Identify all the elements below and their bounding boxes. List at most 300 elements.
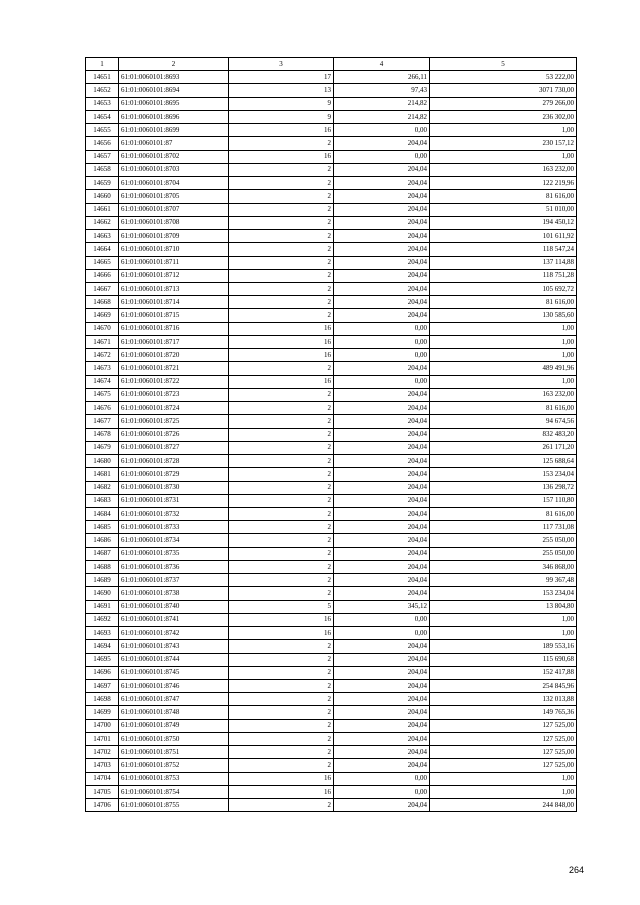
table-cell: 254 845,96 — [430, 680, 577, 693]
table-cell: 14695 — [86, 653, 119, 666]
table-cell: 16 — [229, 785, 334, 798]
table-cell: 1,00 — [430, 322, 577, 335]
table-cell: 14652 — [86, 84, 119, 97]
table-cell: 14686 — [86, 534, 119, 547]
table-cell: 94 674,56 — [430, 415, 577, 428]
table-cell: 61:01:0060101:8730 — [119, 481, 229, 494]
table-cell: 279 266,00 — [430, 97, 577, 110]
table-cell: 204,04 — [334, 256, 430, 269]
table-cell: 194 450,12 — [430, 216, 577, 229]
table-cell: 14689 — [86, 574, 119, 587]
table-cell: 14671 — [86, 335, 119, 348]
table-cell: 14662 — [86, 216, 119, 229]
table-row — [86, 640, 577, 653]
table-cell: 204,04 — [334, 759, 430, 772]
table-cell: 13 — [229, 84, 334, 97]
table-cell: 204,04 — [334, 309, 430, 322]
table-row — [86, 84, 577, 97]
table-cell: 61:01:0060101:8753 — [119, 772, 229, 785]
table-cell: 14692 — [86, 613, 119, 626]
table-cell: 489 491,96 — [430, 362, 577, 375]
table-row — [86, 177, 577, 190]
table-cell: 204,04 — [334, 666, 430, 679]
table-cell: 2 — [229, 468, 334, 481]
table-cell: 14698 — [86, 693, 119, 706]
table-cell: 14688 — [86, 560, 119, 573]
table-cell: 61:01:0060101:8734 — [119, 534, 229, 547]
table-cell: 136 298,72 — [430, 481, 577, 494]
table-cell: 61:01:0060101:8732 — [119, 507, 229, 520]
table-cell: 14667 — [86, 282, 119, 295]
table-cell: 14661 — [86, 203, 119, 216]
table-cell: 189 553,16 — [430, 640, 577, 653]
table-cell: 2 — [229, 653, 334, 666]
table-cell: 14699 — [86, 706, 119, 719]
table-cell: 14679 — [86, 441, 119, 454]
table-row — [86, 428, 577, 441]
table-cell: 81 616,00 — [430, 402, 577, 415]
table-cell: 14691 — [86, 600, 119, 613]
table-cell: 2 — [229, 362, 334, 375]
table-cell: 2 — [229, 534, 334, 547]
table-row — [86, 534, 577, 547]
table-cell: 14697 — [86, 680, 119, 693]
table-row — [86, 600, 577, 613]
table-cell: 14675 — [86, 388, 119, 401]
table-cell: 61:01:0060101:8693 — [119, 71, 229, 84]
table-cell: 204,04 — [334, 282, 430, 295]
table-cell: 1,00 — [430, 772, 577, 785]
table-cell: 115 690,68 — [430, 653, 577, 666]
table-cell: 204,04 — [334, 547, 430, 560]
column-header: 1 — [86, 58, 119, 71]
table-row — [86, 627, 577, 640]
table-cell: 0,00 — [334, 785, 430, 798]
table-row — [86, 124, 577, 137]
table-cell: 14681 — [86, 468, 119, 481]
table-cell: 61:01:0060101:8713 — [119, 282, 229, 295]
table-cell: 204,04 — [334, 203, 430, 216]
table-cell: 2 — [229, 256, 334, 269]
table-cell: 14702 — [86, 746, 119, 759]
table-cell: 61:01:0060101:8709 — [119, 230, 229, 243]
table-cell: 14674 — [86, 375, 119, 388]
table-cell: 16 — [229, 349, 334, 362]
table-cell: 61:01:0060101:8726 — [119, 428, 229, 441]
table-cell: 61:01:0060101:8725 — [119, 415, 229, 428]
table-row — [86, 587, 577, 600]
table-cell: 214,82 — [334, 110, 430, 123]
table-row — [86, 759, 577, 772]
table-row — [86, 441, 577, 454]
table-cell: 14705 — [86, 785, 119, 798]
table-row — [86, 388, 577, 401]
table-cell: 2 — [229, 560, 334, 573]
table-cell: 127 525,00 — [430, 732, 577, 745]
table-cell: 9 — [229, 110, 334, 123]
table-cell: 204,04 — [334, 243, 430, 256]
table-row — [86, 507, 577, 520]
table-cell: 0,00 — [334, 613, 430, 626]
table-row — [86, 746, 577, 759]
table-cell: 61:01:0060101:8710 — [119, 243, 229, 256]
table-cell: 14653 — [86, 97, 119, 110]
table-row — [86, 150, 577, 163]
table-cell: 14683 — [86, 494, 119, 507]
table-row — [86, 322, 577, 335]
table-cell: 2 — [229, 587, 334, 600]
table-cell: 204,04 — [334, 494, 430, 507]
table-row — [86, 230, 577, 243]
table-cell: 117 731,08 — [430, 521, 577, 534]
table-cell: 2 — [229, 177, 334, 190]
table-cell: 2 — [229, 441, 334, 454]
table-cell: 61:01:0060101:8752 — [119, 759, 229, 772]
table-cell: 16 — [229, 150, 334, 163]
table-header-row — [86, 58, 577, 71]
table-cell: 16 — [229, 322, 334, 335]
table-cell: 14685 — [86, 521, 119, 534]
table-cell: 255 050,00 — [430, 547, 577, 560]
table-cell: 14658 — [86, 163, 119, 176]
table-cell: 61:01:0060101:8722 — [119, 375, 229, 388]
table-cell: 2 — [229, 693, 334, 706]
table-cell: 163 232,00 — [430, 163, 577, 176]
table-cell: 14690 — [86, 587, 119, 600]
table-cell: 122 219,96 — [430, 177, 577, 190]
table-cell: 14669 — [86, 309, 119, 322]
table-cell: 1,00 — [430, 335, 577, 348]
table-row — [86, 256, 577, 269]
table-cell: 101 611,92 — [430, 230, 577, 243]
table-cell: 0,00 — [334, 322, 430, 335]
table-cell: 105 692,72 — [430, 282, 577, 295]
table-cell: 204,04 — [334, 534, 430, 547]
table-cell: 204,04 — [334, 521, 430, 534]
table-row — [86, 335, 577, 348]
table-row — [86, 653, 577, 666]
table-cell: 61:01:0060101:8694 — [119, 84, 229, 97]
table-cell: 16 — [229, 772, 334, 785]
table-cell: 61:01:0060101:8714 — [119, 296, 229, 309]
table-cell: 2 — [229, 230, 334, 243]
table-cell: 153 234,04 — [430, 587, 577, 600]
column-header: 5 — [430, 58, 577, 71]
table-row — [86, 680, 577, 693]
table-cell: 204,04 — [334, 706, 430, 719]
table-cell: 14704 — [86, 772, 119, 785]
table-cell: 14664 — [86, 243, 119, 256]
table-cell: 61:01:0060101:8745 — [119, 666, 229, 679]
table-row — [86, 560, 577, 573]
table-cell: 16 — [229, 627, 334, 640]
table-cell: 61:01:0060101:8711 — [119, 256, 229, 269]
table-cell: 204,04 — [334, 296, 430, 309]
table-row — [86, 282, 577, 295]
table-cell: 2 — [229, 666, 334, 679]
table-row — [86, 203, 577, 216]
table-cell: 61:01:0060101:8712 — [119, 269, 229, 282]
table-cell: 61:01:0060101:8720 — [119, 349, 229, 362]
table-cell: 61:01:0060101:8754 — [119, 785, 229, 798]
table-row — [86, 666, 577, 679]
table-cell: 2 — [229, 481, 334, 494]
table-cell: 132 013,88 — [430, 693, 577, 706]
table-row — [86, 785, 577, 798]
table-cell: 61:01:0060101:8746 — [119, 680, 229, 693]
table-row — [86, 216, 577, 229]
table-cell: 61:01:0060101:8744 — [119, 653, 229, 666]
table-cell: 1,00 — [430, 124, 577, 137]
table-cell: 204,04 — [334, 269, 430, 282]
table-cell: 61:01:0060101:8724 — [119, 402, 229, 415]
table-cell: 16 — [229, 124, 334, 137]
table-cell: 2 — [229, 640, 334, 653]
table-cell: 14703 — [86, 759, 119, 772]
table-cell: 81 616,00 — [430, 190, 577, 203]
table-row — [86, 296, 577, 309]
table-cell: 61:01:0060101:8749 — [119, 719, 229, 732]
table-row — [86, 799, 577, 812]
table-cell: 14682 — [86, 481, 119, 494]
table-cell: 204,04 — [334, 415, 430, 428]
table-cell: 832 483,20 — [430, 428, 577, 441]
table-cell: 61:01:0060101:8731 — [119, 494, 229, 507]
table-cell: 2 — [229, 759, 334, 772]
table-row — [86, 732, 577, 745]
table-cell: 204,04 — [334, 137, 430, 150]
table-cell: 127 525,00 — [430, 719, 577, 732]
table-cell: 14657 — [86, 150, 119, 163]
table-cell: 214,82 — [334, 97, 430, 110]
table-row — [86, 719, 577, 732]
table-row — [86, 693, 577, 706]
table-cell: 152 417,88 — [430, 666, 577, 679]
table-cell: 61:01:0060101:87 — [119, 137, 229, 150]
table-cell: 61:01:0060101:8716 — [119, 322, 229, 335]
table-row — [86, 362, 577, 375]
table-cell: 204,04 — [334, 653, 430, 666]
table-cell: 346 868,00 — [430, 560, 577, 573]
table-cell: 204,04 — [334, 441, 430, 454]
table-cell: 61:01:0060101:8717 — [119, 335, 229, 348]
table-row — [86, 706, 577, 719]
table-cell: 261 171,20 — [430, 441, 577, 454]
table-cell: 255 050,00 — [430, 534, 577, 547]
table-row — [86, 137, 577, 150]
table-cell: 204,04 — [334, 587, 430, 600]
table-cell: 204,04 — [334, 230, 430, 243]
data-table — [85, 57, 577, 812]
table-cell: 16 — [229, 613, 334, 626]
column-header: 2 — [119, 58, 229, 71]
table-cell: 61:01:0060101:8702 — [119, 150, 229, 163]
table-row — [86, 163, 577, 176]
table-cell: 2 — [229, 507, 334, 520]
table-cell: 97,43 — [334, 84, 430, 97]
table-cell: 2 — [229, 746, 334, 759]
table-cell: 14706 — [86, 799, 119, 812]
table-cell: 2 — [229, 415, 334, 428]
table-cell: 14701 — [86, 732, 119, 745]
table-cell: 61:01:0060101:8708 — [119, 216, 229, 229]
table-cell: 2 — [229, 574, 334, 587]
table-cell: 2 — [229, 243, 334, 256]
table-row — [86, 547, 577, 560]
table-row — [86, 521, 577, 534]
table-cell: 236 302,00 — [430, 110, 577, 123]
table-cell: 2 — [229, 163, 334, 176]
table-row — [86, 574, 577, 587]
table-cell: 153 234,04 — [430, 468, 577, 481]
table-cell: 204,04 — [334, 163, 430, 176]
table-cell: 17 — [229, 71, 334, 84]
table-cell: 125 688,64 — [430, 455, 577, 468]
table-cell: 2 — [229, 190, 334, 203]
table-cell: 2 — [229, 455, 334, 468]
table-cell: 204,04 — [334, 388, 430, 401]
table-cell: 14672 — [86, 349, 119, 362]
table-cell: 3071 730,00 — [430, 84, 577, 97]
table-cell: 61:01:0060101:8738 — [119, 587, 229, 600]
table-cell: 14693 — [86, 627, 119, 640]
column-header: 4 — [334, 58, 430, 71]
table-cell: 61:01:0060101:8748 — [119, 706, 229, 719]
table-cell: 51 010,00 — [430, 203, 577, 216]
table-cell: 0,00 — [334, 375, 430, 388]
table-cell: 2 — [229, 269, 334, 282]
table-row — [86, 110, 577, 123]
table-cell: 61:01:0060101:8742 — [119, 627, 229, 640]
table-cell: 204,04 — [334, 428, 430, 441]
table-cell: 2 — [229, 309, 334, 322]
table-row — [86, 71, 577, 84]
table-cell: 0,00 — [334, 335, 430, 348]
table-cell: 204,04 — [334, 693, 430, 706]
table-cell: 0,00 — [334, 349, 430, 362]
table-cell: 0,00 — [334, 124, 430, 137]
table-cell: 163 232,00 — [430, 388, 577, 401]
table-cell: 61:01:0060101:8751 — [119, 746, 229, 759]
table-cell: 61:01:0060101:8741 — [119, 613, 229, 626]
table-cell: 204,04 — [334, 402, 430, 415]
table-cell: 230 157,12 — [430, 137, 577, 150]
table-cell: 266,11 — [334, 71, 430, 84]
table-row — [86, 190, 577, 203]
table-cell: 61:01:0060101:8723 — [119, 388, 229, 401]
table-cell: 61:01:0060101:8735 — [119, 547, 229, 560]
table-cell: 2 — [229, 402, 334, 415]
table-cell: 204,04 — [334, 481, 430, 494]
table-cell: 157 110,80 — [430, 494, 577, 507]
table-row — [86, 455, 577, 468]
table-row — [86, 375, 577, 388]
table-cell: 5 — [229, 600, 334, 613]
table-cell: 53 222,00 — [430, 71, 577, 84]
table-cell: 2 — [229, 719, 334, 732]
table-cell: 2 — [229, 296, 334, 309]
table-cell: 1,00 — [430, 785, 577, 798]
table-row — [86, 494, 577, 507]
table-cell: 14670 — [86, 322, 119, 335]
table-cell: 61:01:0060101:8743 — [119, 640, 229, 653]
table-row — [86, 613, 577, 626]
table-cell: 2 — [229, 706, 334, 719]
table-cell: 1,00 — [430, 613, 577, 626]
table-cell: 127 525,00 — [430, 759, 577, 772]
table-cell: 61:01:0060101:8695 — [119, 97, 229, 110]
table-cell: 61:01:0060101:8740 — [119, 600, 229, 613]
table-row — [86, 468, 577, 481]
table-cell: 204,04 — [334, 574, 430, 587]
table-cell: 2 — [229, 282, 334, 295]
table-cell: 118 547,24 — [430, 243, 577, 256]
table-cell: 14660 — [86, 190, 119, 203]
table-cell: 14665 — [86, 256, 119, 269]
table-cell: 61:01:0060101:8750 — [119, 732, 229, 745]
table-cell: 204,04 — [334, 362, 430, 375]
table-cell: 204,04 — [334, 732, 430, 745]
table-cell: 2 — [229, 799, 334, 812]
table-cell: 204,04 — [334, 468, 430, 481]
column-header: 3 — [229, 58, 334, 71]
table-cell: 81 616,00 — [430, 507, 577, 520]
table-cell: 2 — [229, 680, 334, 693]
table-cell: 14673 — [86, 362, 119, 375]
table-cell: 61:01:0060101:8736 — [119, 560, 229, 573]
table-row — [86, 243, 577, 256]
table-row — [86, 349, 577, 362]
table-cell: 14651 — [86, 71, 119, 84]
table-cell: 9 — [229, 97, 334, 110]
table-cell: 61:01:0060101:8705 — [119, 190, 229, 203]
table-cell: 204,04 — [334, 177, 430, 190]
table-cell: 61:01:0060101:8715 — [119, 309, 229, 322]
table-cell: 61:01:0060101:8733 — [119, 521, 229, 534]
table-cell: 81 616,00 — [430, 296, 577, 309]
table-cell: 14684 — [86, 507, 119, 520]
table-cell: 0,00 — [334, 150, 430, 163]
table-cell: 14677 — [86, 415, 119, 428]
table-cell: 61:01:0060101:8728 — [119, 455, 229, 468]
table-cell: 204,04 — [334, 190, 430, 203]
table-cell: 14666 — [86, 269, 119, 282]
table-cell: 61:01:0060101:8704 — [119, 177, 229, 190]
table-cell: 204,04 — [334, 640, 430, 653]
table-cell: 204,04 — [334, 719, 430, 732]
table-row — [86, 415, 577, 428]
table-cell: 14656 — [86, 137, 119, 150]
table-cell: 1,00 — [430, 349, 577, 362]
table-cell: 14659 — [86, 177, 119, 190]
table-cell: 14680 — [86, 455, 119, 468]
table-cell: 244 848,00 — [430, 799, 577, 812]
table-cell: 61:01:0060101:8727 — [119, 441, 229, 454]
table-cell: 204,04 — [334, 680, 430, 693]
table-cell: 118 751,28 — [430, 269, 577, 282]
table-cell: 14687 — [86, 547, 119, 560]
table-cell: 61:01:0060101:8729 — [119, 468, 229, 481]
table-cell: 61:01:0060101:8699 — [119, 124, 229, 137]
table-cell: 204,04 — [334, 799, 430, 812]
table-cell: 61:01:0060101:8707 — [119, 203, 229, 216]
table-cell: 14655 — [86, 124, 119, 137]
table-row — [86, 269, 577, 282]
table-cell: 14676 — [86, 402, 119, 415]
table-cell: 127 525,00 — [430, 746, 577, 759]
page-number: 264 — [568, 865, 584, 875]
table-cell: 14700 — [86, 719, 119, 732]
